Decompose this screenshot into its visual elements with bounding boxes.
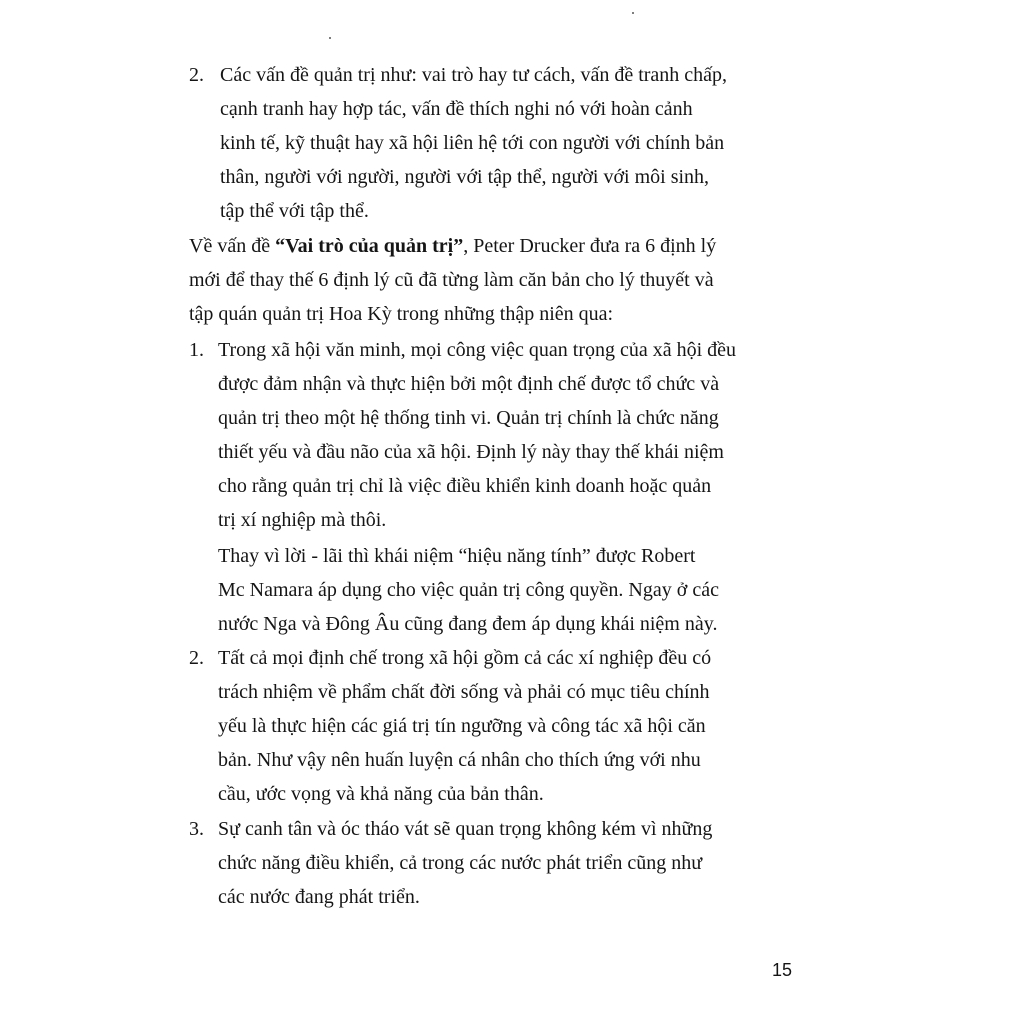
text-line: mới để thay thế 6 định lý cũ đã từng làm căn bản cho lý thuyết và [189,269,714,291]
text-line: chức năng điều khiển, cả trong các nước phát triển cũng như [218,852,703,874]
text-line: cầu, ước vọng và khả năng của bản thân. [218,783,544,805]
list-item-number: 2. [189,647,204,669]
text-line: trách nhiệm về phẩm chất đời sống và phải có mục tiêu chính [218,681,710,703]
text-line: được đảm nhận và thực hiện bởi một định chế được tổ chức và [218,373,720,395]
list-item-number: 3. [189,818,204,840]
text-line [189,229,716,263]
page-number: 15 [772,960,793,980]
text-line: Tất cả mọi định chế trong xã hội gồm cả các xí nghiệp đều có [218,647,712,669]
text-line: yếu là thực hiện các giá trị tín ngưỡng và công tác xã hội căn [218,715,706,737]
list-item-number: 1. [189,339,204,361]
text-line: cạnh tranh hay hợp tác, vấn đề thích nghi nó với hoàn cảnh [220,98,693,120]
text-line: Các vấn đề quản trị như: vai trò hay tư cách, vấn đề tranh chấp, [220,64,728,86]
intro-text: Về vấn đề [189,235,276,257]
text-line: kinh tế, kỹ thuật hay xã hội liên hệ tới con người với chính bản [220,132,725,154]
text-line: cho rằng quản trị chỉ là việc điều khiển kinh doanh hoặc quản [218,475,712,497]
intro-bold-title: “Vai trò của quản trị” [275,235,464,257]
list-item-number: 2. [189,64,204,86]
text-line: tập quán quản trị Hoa Kỳ trong những thập niên qua: [189,303,614,325]
text-line: tập thể với tập thể. [220,200,369,222]
scan-speck [632,12,634,14]
text-line: trị xí nghiệp mà thôi. [218,509,387,531]
scan-speck [329,37,331,39]
intro-text: , Peter Drucker đưa ra 6 định lý [463,235,717,257]
text-line: các nước đang phát triển. [218,886,420,908]
text-line: quản trị theo một hệ thống tinh vi. Quản trị chính là chức năng [218,407,719,429]
text-line: thiết yếu và đầu não của xã hội. Định lý này thay thế khái niệm [218,441,724,463]
text-line: Sự canh tân và óc tháo vát sẽ quan trọng không kém vì những [218,818,713,840]
text-line: Thay vì lời - lãi thì khái niệm “hiệu năng tính” được Robert [218,545,696,567]
text-line: nước Nga và Đông Âu cũng đang đem áp dụng khái niệm này. [218,613,718,635]
text-line: bản. Như vậy nên huấn luyện cá nhân cho thích ứng với nhu [218,749,701,771]
text-line: Mc Namara áp dụng cho việc quản trị công quyền. Ngay ở các [218,579,719,601]
text-line: thân, người với người, người với tập thể, người với môi sinh, [220,166,710,188]
text-line: Trong xã hội văn minh, mọi công việc quan trọng của xã hội đều [218,339,737,361]
